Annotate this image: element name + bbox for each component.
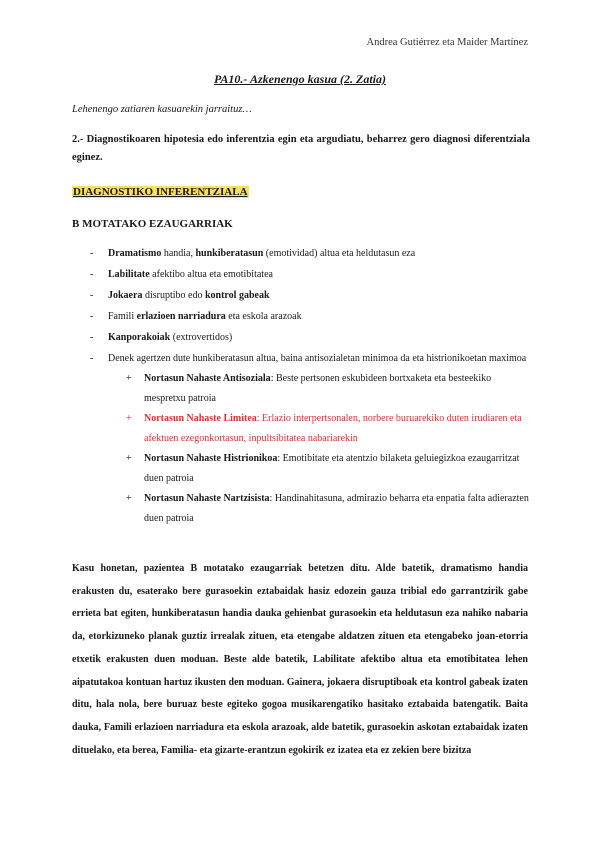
disorder-description: : Handinahitasuna, admirazio beharra eta enpatia falta adierazten duen patroia: [144, 493, 529, 524]
bold-term: Labilitate: [108, 269, 150, 280]
item-text: handia,: [161, 248, 196, 259]
plus-icon: +: [126, 493, 132, 504]
bold-term: erlazioen narriadura: [136, 311, 226, 322]
item-text: afektibo altua eta emotibitatea: [149, 269, 273, 280]
intro-text: Lehenengo zatiaren kasuarekin jarraituz…: [72, 104, 252, 115]
list-item: [72, 285, 532, 306]
disorder-item: [108, 489, 532, 529]
disorder-name: Nortasun Nahaste Histrionikoa: [144, 453, 278, 464]
disorder-list: [108, 369, 532, 529]
analysis-paragraph: Kasu honetan, pazientea B motatako ezaugarriak betetzen ditu. Alde batetik, dramatismo handia erakusten du, esaterako bere gurasoekin eztabaidak hasiz edozein gauza tribial edo garrantzirik gabe errieta bat egiten, hunkiberatasun handia dauka gehienbat gurasoekin eta heldutasun eza nahiko nabaria da, etorkizuneko planak guztiz irrealak zituen, eta etengabe aldatzen zituen eta etengabeko joan-etorria etxetik erakusten duen moduan. Beste alde batetik, Labilitate afektibo altua eta emotibitatea lehen aipatutakoa kontuan hartuz ikusten den moduan. Gainera, jokaera disruptiboak eta kontrol gabeak izaten ditu, hala nola, bere buruaz beste egiteko gogoa musikarengatiko hasitako eztabaida batengatik. Baita dauka, Famili erlazioen narriadura eta eskola arazoak, alde batetik, gurasoekin askotan eztabaidak izaten dituelako, eta berea, Familia- eta gizarte-erantzun egokirik ez izatea eta ez zekien bere bizitza: [72, 563, 528, 756]
item-text: Famili: [108, 311, 137, 322]
disorder-description: : Erlazio interpertsonalen, norbere buruarekiko duten irudiaren eta afektuen ezegonkortasun, inpultsibitatea nabariarekin: [144, 413, 522, 444]
bold-term: Kanporakoiak: [108, 332, 171, 343]
header-authors: Andrea Gutiérrez eta Maider Martínez: [366, 37, 528, 48]
list-item: [72, 327, 532, 348]
question-text: 2.- Diagnostikoaren hipotesia edo inferentzia egin eta argudiatu, beharrez gero diagnosi diferentziala eginez.: [72, 134, 530, 163]
disorder-item: [108, 369, 532, 409]
disorder-name: Nortasun Nahaste Antisoziala: [144, 373, 271, 384]
item-text: disruptibo edo: [142, 290, 205, 301]
bold-term: kontrol gabeak: [204, 290, 270, 301]
section-subheading: B MOTATAKO EZAUGARRIAK: [72, 218, 233, 230]
item-text: Denek agertzen dute hunkiberatasun altua, baina antisozialetan minimoa da eta histrionikoetan maximoa: [108, 353, 527, 364]
disorder-name: Nortasun Nahaste Limitea: [144, 413, 257, 424]
plus-icon: +: [126, 413, 132, 424]
disorder-item: [108, 449, 532, 489]
disorder-description: : Beste pertsonen eskubideen bortxaketa eta besteekiko mespretxu patroia: [144, 373, 492, 404]
list-item: [72, 243, 532, 264]
item-text: (emotividad) altua eta heldutasun eza: [263, 248, 416, 259]
page-title: PA10.- Azkenengo kasua (2. Zatia): [213, 72, 386, 86]
characteristics-list: [72, 243, 532, 529]
item-text: (extrovertidos): [170, 332, 233, 343]
list-item: [72, 264, 532, 285]
disorder-item: [108, 409, 532, 449]
list-item: [72, 306, 532, 327]
list-item: [72, 348, 532, 529]
plus-icon: +: [126, 373, 132, 384]
item-text: eta eskola arazoak: [225, 311, 302, 322]
section-heading: DIAGNOSTIKO INFERENTZIALA: [73, 186, 248, 198]
bold-term: hunkiberatasun: [195, 248, 264, 259]
disorder-description: : Emotibitate eta atentzio bilaketa geluiegizkoa ezaugarritzat duen patroia: [144, 453, 520, 484]
disorder-name: Nortasun Nahaste Nartzisista: [144, 493, 270, 504]
plus-icon: +: [126, 453, 132, 464]
bold-term: Dramatismo: [108, 248, 162, 259]
bold-term: Jokaera: [108, 290, 143, 301]
